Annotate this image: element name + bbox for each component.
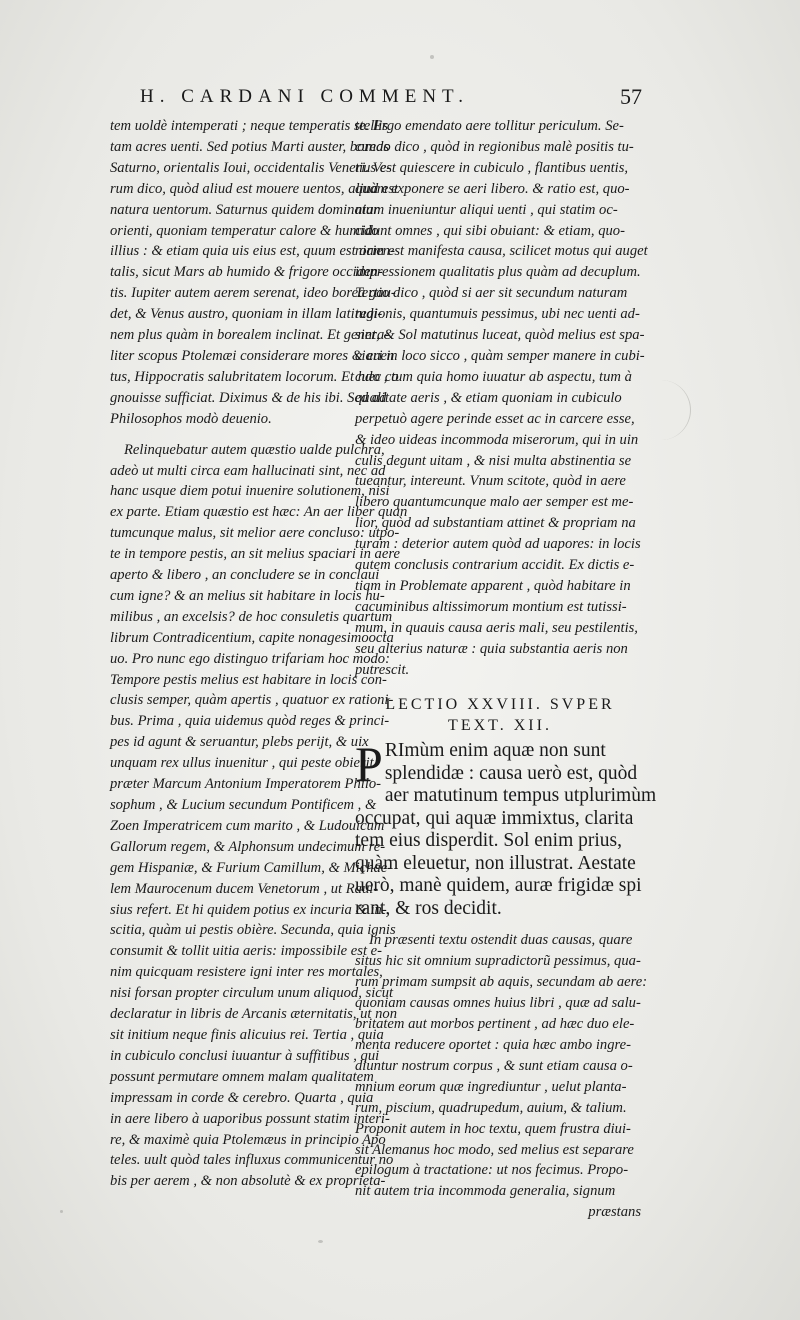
text-line: consumit & tollit uitia aeris: impossibile est e- bbox=[110, 943, 382, 960]
text-line: in aere libero à uaporibus possunt statim interi- bbox=[110, 1110, 390, 1127]
textus-line: occupat, qui aquæ immixtus, clarita bbox=[355, 807, 634, 829]
text-line: regionis, quantumuis pessimus, ubi nec uenti ad- bbox=[355, 306, 640, 323]
commentary-line: sit Alemanus hoc modo, sed melius est separare bbox=[355, 1141, 634, 1158]
ink-speck bbox=[318, 1240, 323, 1243]
text-line: teles. uult quòd tales influxus communicentur no bbox=[110, 1152, 394, 1169]
textus-line: RImùm enim aquæ non sunt bbox=[384, 740, 606, 762]
text-line: cum igne? & an melius sit habitare in locis hu- bbox=[110, 587, 385, 604]
text-line: re, & maximè quia Ptolemæus in principio Apo bbox=[110, 1131, 386, 1148]
text-line: culo , tum quia homo iuuatur ab aspectu, tum à bbox=[355, 368, 632, 385]
commentary-line: britatem aut morbos pertinent , ad hæc duo ele- bbox=[355, 1016, 635, 1033]
commentary-line: diuntur nostrum corpus , & sunt etiam causa o- bbox=[355, 1057, 633, 1074]
text-line: præter Marcum Antonium Imperatorem Philo- bbox=[110, 776, 382, 793]
catchword: præstans bbox=[588, 1204, 641, 1221]
commentary-line: nit autem tria incommoda generalia, signum bbox=[355, 1183, 616, 1200]
text-line: te in tempore pestis, an sit melius spaciari in aere bbox=[110, 546, 400, 563]
text-line: seu alterius naturæ : quia substantia aeris non bbox=[355, 640, 628, 657]
text-line: lior, quòd ad substantiam attinet & propriam na bbox=[355, 515, 636, 532]
ink-speck bbox=[430, 55, 434, 59]
commentary-line: rum, piscium, quadrupedum, auium, & talium. bbox=[355, 1099, 627, 1116]
text-line: liter scopus Ptolemæi considerare mores & euen bbox=[110, 347, 395, 364]
lectio-line: TEXT. XII. bbox=[448, 717, 552, 735]
page-number: 57 bbox=[620, 84, 642, 109]
drop-cap: P bbox=[355, 736, 383, 793]
textus-line: uerò, manè quidem, auræ frigidæ spi bbox=[355, 875, 642, 897]
text-line: unquam rex ullus inuenitur , qui peste obierit: bbox=[110, 755, 379, 772]
text-line: milibus , an excelsis? de hoc consuletis quartum bbox=[110, 608, 393, 625]
textus-line: quàm eleuetur, non illustrat. Aestate bbox=[355, 852, 636, 874]
text-line: pes id agunt & seruantur, plebs perijt, & uix bbox=[110, 734, 369, 751]
text-line: cacuminibus altissimorum montium est tutissi- bbox=[355, 598, 627, 615]
text-line: cidunt omnes , qui sibi obuiant: & etiam, quo- bbox=[355, 222, 625, 239]
text-line: possunt permutare omnem malam qualitatem bbox=[110, 1068, 374, 1085]
text-line: Tertio dico , quòd si aer sit secundum naturam bbox=[355, 285, 628, 302]
text-line: niam inueniuntur aliqui uenti , qui statim oc- bbox=[355, 201, 618, 218]
commentary-line: rum primam sumpsit ab aquis, secundam ab aere: bbox=[355, 974, 648, 991]
text-line: librum Contradicentium, capite nonagesimoocta bbox=[110, 629, 394, 646]
text-line: perpetuò agere perinde esset ac in carcere esse, bbox=[355, 410, 635, 427]
text-line: tumcunque malus, sit melior aere concluso: utpo- bbox=[110, 525, 400, 542]
text-line: scitia, quàm ui pestis obière. Secunda, quia ignis bbox=[110, 922, 396, 939]
commentary-line: situs hic sit omnium supradictorũ pessimus, qua- bbox=[355, 953, 641, 970]
text-line: tis. Iupiter autem aerem serenat, ideo borea gau- bbox=[110, 285, 396, 302]
text-line: culis degunt uitam , & nisi multa abstinentia se bbox=[355, 452, 632, 469]
text-line: Saturno, orientalis Ioui, occidentalis Veneri. Ve- bbox=[110, 159, 392, 176]
text-line: nisi forsan propter circulum unum aliquod, sicut bbox=[110, 985, 394, 1002]
commentary-line: epilogum à tractatione: ut nos fecimus. Propo- bbox=[355, 1162, 629, 1179]
textus-line: splendidæ : causa uerò est, quòd bbox=[384, 762, 638, 784]
text-line: natura uentorum. Saturnus quidem dominatur bbox=[110, 201, 379, 218]
text-line: clusis semper, quàm apertis , quatuor ex rationi- bbox=[110, 692, 394, 709]
text-line: Gallorum regem, & Alphonsum undecimum re- bbox=[110, 838, 386, 855]
commentary-line: quoniam causas omnes huius libri , quæ ad salu- bbox=[355, 995, 641, 1012]
text-line: bis per aerem , & non absolutè & ex proprieta- bbox=[110, 1173, 386, 1190]
text-line: gem Hispaniæ, & Furium Camillum, & Michae- bbox=[110, 859, 393, 876]
lectio-line: LECTIO XXVIII. SVPER bbox=[385, 696, 615, 714]
text-line: in cubiculo conclusi iuuantur à suffitibus , qui bbox=[110, 1047, 380, 1064]
text-line: tueantur, intereunt. Vnum scitote, quòd in aere bbox=[355, 473, 626, 490]
text-line: nim quicquam resistere igni inter res mortales, bbox=[110, 964, 383, 981]
text-line: tam acres uenti. Sed potius Marti auster, boreas bbox=[110, 138, 390, 155]
textus-line: rant, & ros decidit. bbox=[355, 897, 502, 919]
text-line: libero quantumcunque malo aer semper est me- bbox=[355, 494, 634, 511]
text-line: Relinquebatur autem quæstio ualde pulchra, bbox=[124, 441, 385, 458]
text-line: Zoen Imperatricem cum marito , & Ludouicum bbox=[110, 817, 385, 834]
text-line: sophum , & Lucium secundum Pontificem , & bbox=[110, 797, 377, 813]
text-line: nem plus quàm in borealem inclinat. Et genera- bbox=[110, 327, 390, 344]
text-line: illius : & etiam quia uis eius est, quum est orien- bbox=[110, 243, 395, 260]
text-line: Tempore pestis melius est habitare in locis con- bbox=[110, 671, 387, 688]
text-line: orienti, quoniam temperatur calore & humido bbox=[110, 222, 379, 239]
textus-line: aer matutinum tempus utplurimùm bbox=[384, 785, 657, 807]
text-line: rum dico, quòd aliud est mouere uentos, aliud est bbox=[110, 180, 399, 197]
text-line: sius refert. Et hi quidem potius ex incuria & in- bbox=[110, 901, 387, 918]
text-line: tus, Hippocratis salubritatem locorum. Et hæc co bbox=[110, 368, 399, 385]
text-line: hanc usque diem potui inuenire solutionem, nisi bbox=[110, 483, 390, 500]
text-line: qualitate aeris , & etiam quoniam in cubiculo bbox=[355, 389, 622, 406]
text-line: tiam in Problemate apparent , quòd habitare in bbox=[355, 577, 631, 594]
commentary-line: menta reducere oportet : quia hæc ambo ingre- bbox=[355, 1037, 632, 1053]
commentary-line: Proponit autem in hoc textu, quem frustra diui- bbox=[355, 1120, 631, 1137]
text-line: bus. Prima , quia uidemus quòd reges & princi- bbox=[110, 713, 390, 730]
textus-lines bbox=[355, 762, 657, 921]
running-head: H. CARDANI COMMENT. bbox=[140, 86, 469, 107]
text-line: ciari in loco sicco , quàm semper manere in cubi- bbox=[355, 347, 645, 364]
text-line: Philosophos modò deuenio. bbox=[110, 410, 272, 427]
text-line: declaratur in libris de Arcanis æternitatis, ut non bbox=[110, 1006, 398, 1023]
text-line: talis, sicut Mars ab humido & frigore occiden- bbox=[110, 264, 383, 281]
textus-line: tem eius disperdit. Sol enim prius, bbox=[355, 830, 623, 852]
text-line: aperto & libero , an concludere se in conclaui bbox=[110, 567, 380, 584]
text-line: impressionem qualitatis plus quàm ad decuplum. bbox=[355, 264, 641, 281]
text-line: autem conclusis contrarium accidit. Ex dictis e- bbox=[355, 557, 635, 574]
text-line: te. Ergo emendato aere tollitur periculum. Se- bbox=[355, 118, 624, 134]
text-line: ex parte. Etiam quæstio est hæc: An aer liber quan bbox=[110, 504, 408, 521]
text-line: sint, & Sol matutinus luceat, quòd melius est spa- bbox=[355, 327, 645, 344]
text-line: mum, in quauis causa aeris mali, seu pestilentis, bbox=[355, 619, 638, 636]
text-line bbox=[110, 430, 328, 440]
margin-pen-stroke bbox=[660, 380, 691, 440]
lectio-heading bbox=[355, 694, 645, 736]
text-line: quàm exponere se aeri libero. & ratio est, quo- bbox=[355, 180, 630, 197]
text-line: putrescit. bbox=[355, 661, 410, 678]
text-line: det, & Venus austro, quoniam in illam latitudi- bbox=[110, 306, 383, 323]
right-column-body bbox=[355, 116, 648, 680]
text-line: sit initium neque finis alicuius rei. Tertia , quia bbox=[110, 1026, 384, 1043]
text-line: & ideo uideas incommoda miserorum, qui in uin bbox=[355, 431, 639, 448]
text-line: cundo dico , quòd in regionibus malè positis tu- bbox=[355, 138, 634, 155]
text-line: tem uoldè intemperati ; neque temperatis stellis bbox=[110, 118, 389, 134]
commentary bbox=[355, 930, 648, 1202]
text-line: adeò ut multi circa eam hallucinati sint, nec ad bbox=[110, 462, 386, 479]
text-line: gnouisse sufficiat. Diximus & de his ibi. Sed ad bbox=[110, 389, 387, 406]
textus-block bbox=[355, 736, 657, 920]
text-line: niam est manifesta causa, scilicet motus qui auget bbox=[355, 243, 648, 260]
text-line: tius est quiescere in cubiculo , flantibus uentis, bbox=[355, 159, 629, 176]
text-line: turam : deterior autem quòd ad uapores: in locis bbox=[355, 536, 641, 553]
text-line: impressam in corde & cerebro. Quarta , quia bbox=[110, 1089, 374, 1106]
commentary-line: In præsenti textu ostendit duas causas, quare bbox=[369, 932, 633, 949]
text-line: uo. Pro nunc ego distinguo trifariam hoc modo: bbox=[110, 650, 390, 667]
ink-speck bbox=[60, 1210, 63, 1213]
commentary-line: mnium eorum quæ ingrediuntur , uelut planta- bbox=[355, 1078, 627, 1095]
right-column bbox=[355, 116, 657, 1223]
text-line: lem Maurocenum ducem Venetorum , ut Raui- bbox=[110, 880, 379, 897]
